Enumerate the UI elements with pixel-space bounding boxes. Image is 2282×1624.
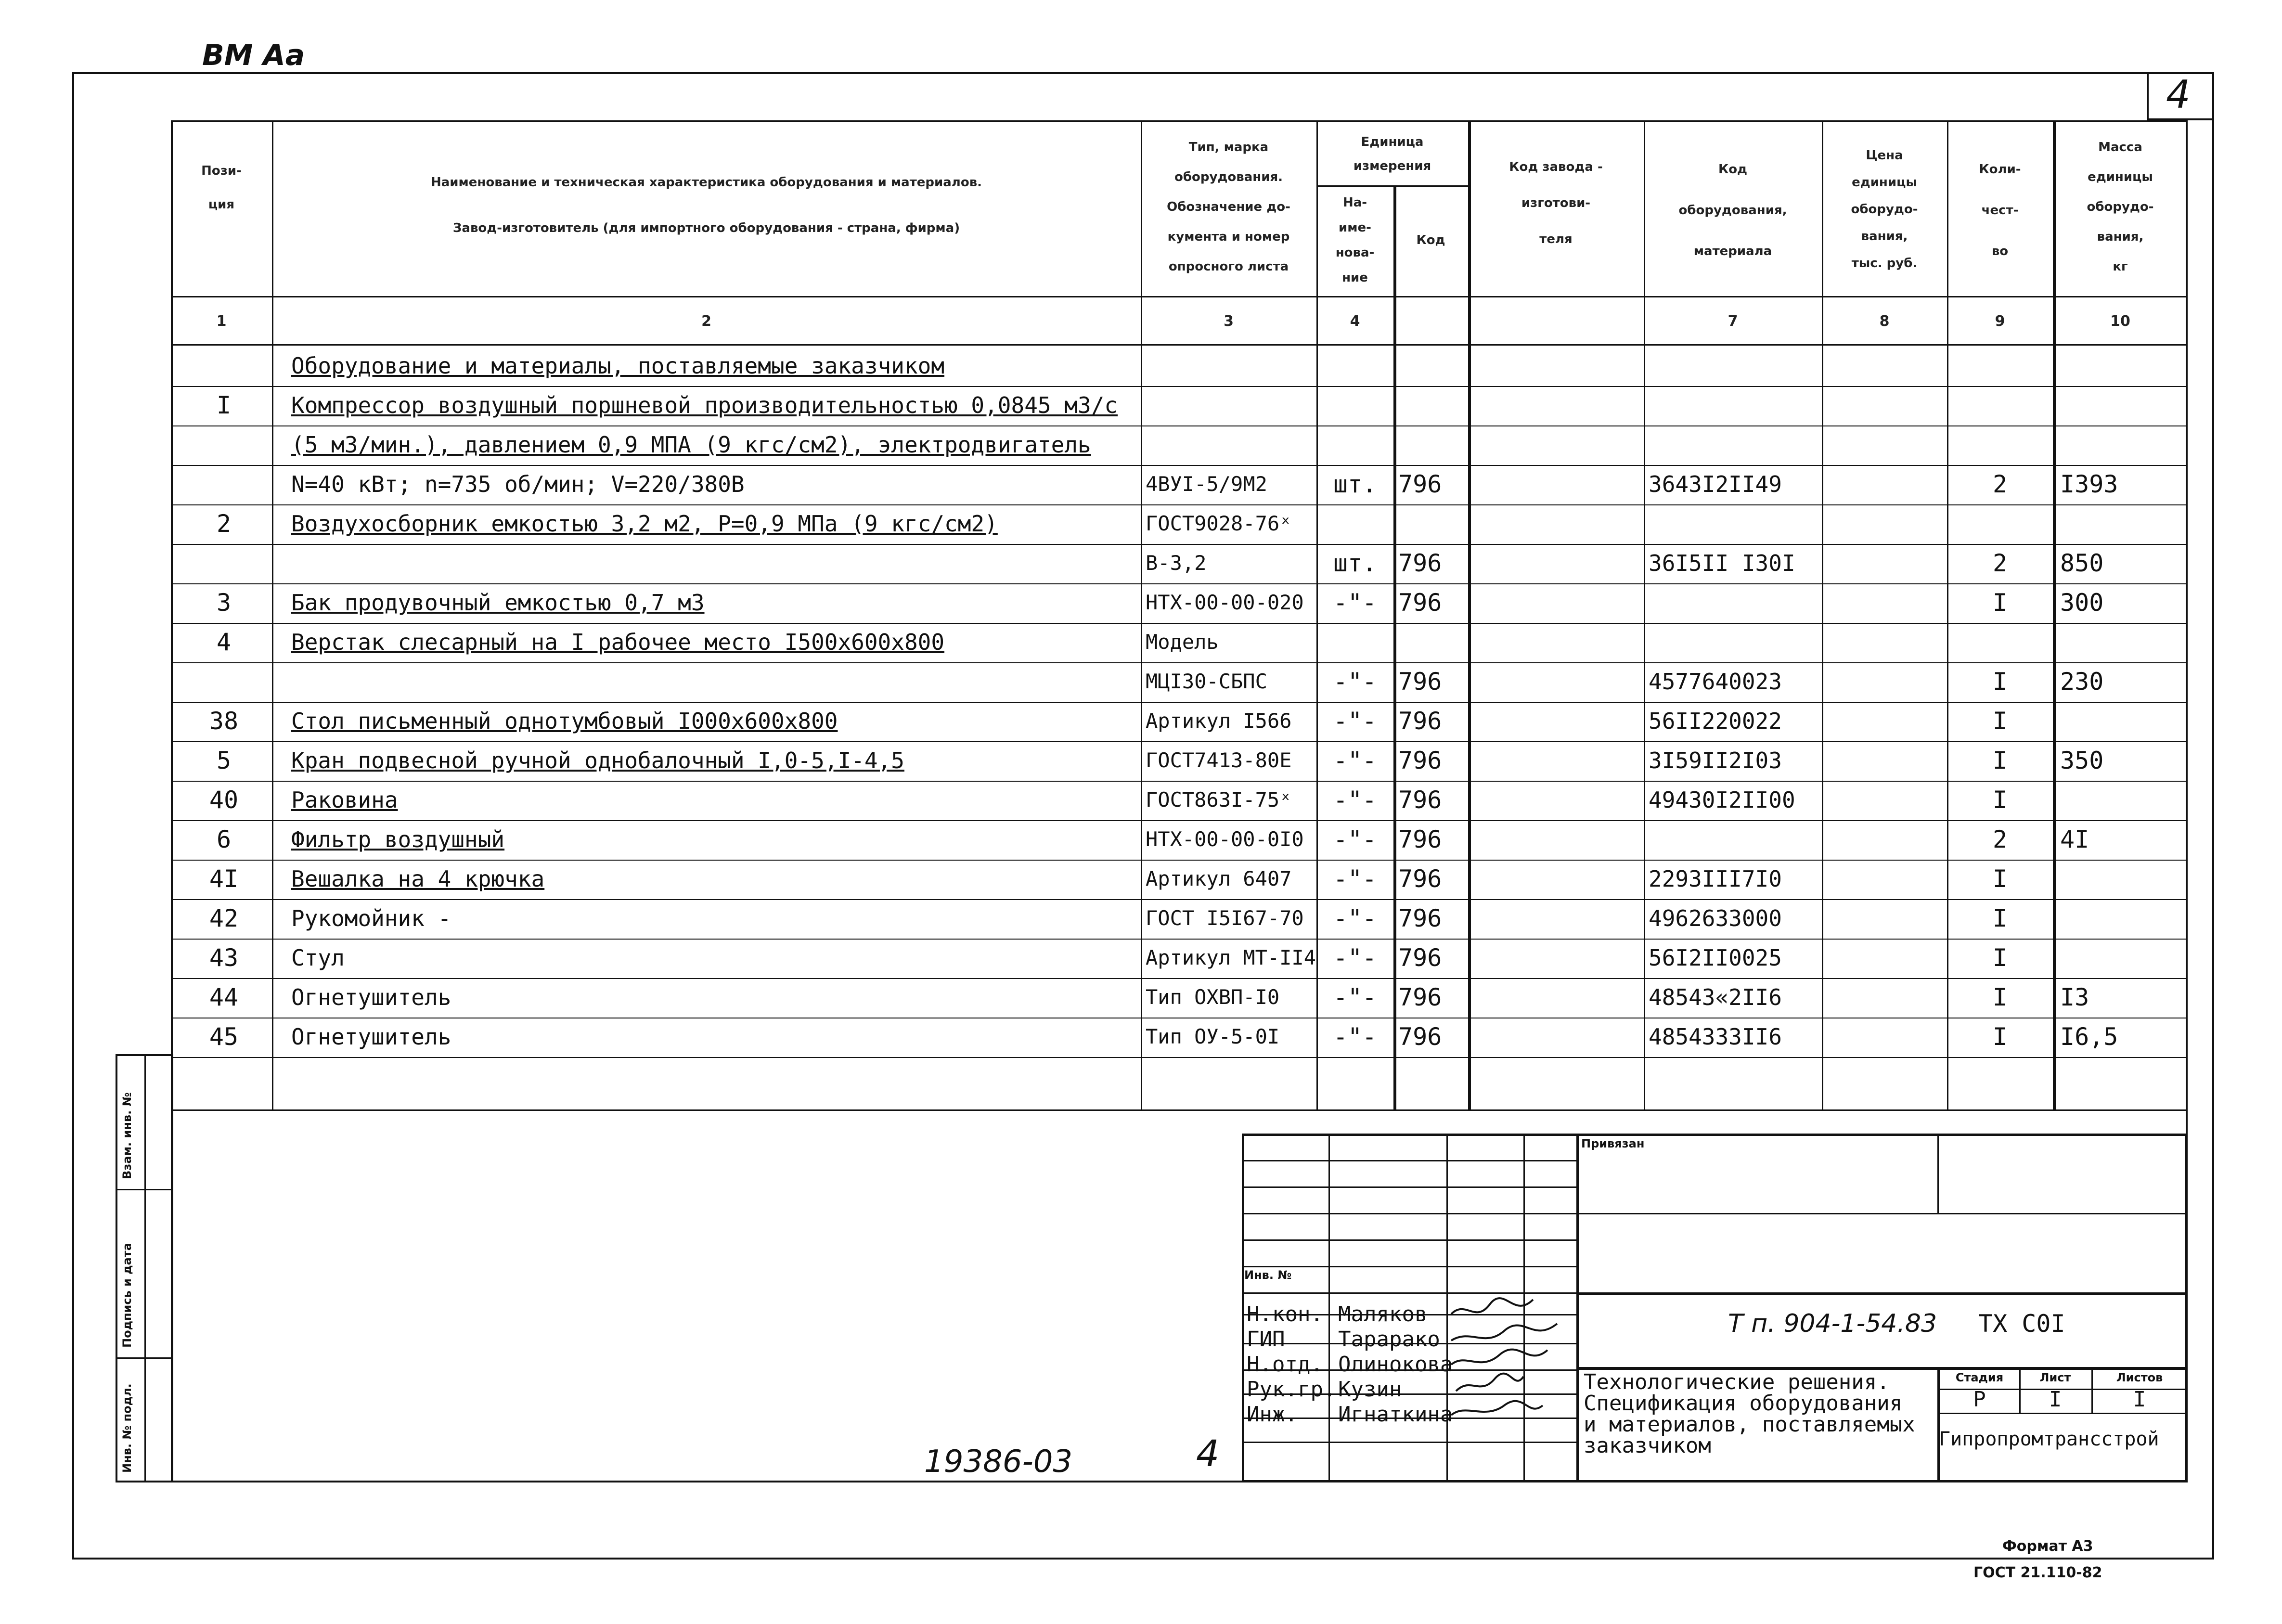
row-5-unit: шт. bbox=[1333, 549, 1377, 577]
row-14-mcode: 4962633000 bbox=[1649, 905, 1782, 931]
stamp-sheet: I bbox=[2049, 1387, 2062, 1412]
row-10-code: 796 bbox=[1398, 747, 1442, 774]
row-5-mcode: 36I5II I30I bbox=[1649, 550, 1795, 576]
row-11-pos: 40 bbox=[209, 786, 239, 814]
stamp-doc-suffix: ТХ С0I bbox=[1978, 1310, 2065, 1338]
row-16-pos: 44 bbox=[209, 983, 239, 1011]
row-3-unit: шт. bbox=[1333, 470, 1377, 498]
side-label-inv: Инв. № подл. bbox=[120, 1383, 134, 1473]
row-8-unit: -"- bbox=[1333, 668, 1377, 696]
row-13-pos: 4I bbox=[209, 865, 239, 893]
stamp-name-1: Маляков bbox=[1338, 1302, 1428, 1327]
row-7-type: Модель bbox=[1146, 630, 1219, 654]
row-5-type: В-3,2 bbox=[1146, 551, 1207, 575]
stamp-name-4: Кузин bbox=[1338, 1377, 1402, 1402]
row-16-code: 796 bbox=[1398, 983, 1442, 1011]
row-6-type: НТХ-00-00-020 bbox=[1146, 591, 1304, 614]
row-13-qty: I bbox=[1992, 865, 2008, 893]
row-11-code: 796 bbox=[1398, 786, 1442, 814]
row-6-name: Бак продувочный емкостью 0,7 м3 bbox=[291, 590, 705, 616]
row-8-type: МЦI30-СБПС bbox=[1146, 670, 1267, 693]
row-15-unit: -"- bbox=[1333, 944, 1377, 972]
row-10-unit: -"- bbox=[1333, 747, 1377, 774]
row-15-mcode: 56I2II0025 bbox=[1649, 945, 1782, 971]
side-label-replace: Взам. инв. № bbox=[120, 1092, 134, 1179]
row-17-mcode: 4854333II6 bbox=[1649, 1024, 1782, 1050]
row-6-pos: 3 bbox=[216, 589, 232, 617]
row-12-qty: 2 bbox=[1992, 825, 2008, 853]
col-number-9: 9 bbox=[1995, 313, 2005, 330]
row-16-name: Огнетушитель bbox=[291, 984, 451, 1010]
row-3-mass: I393 bbox=[2060, 470, 2118, 498]
stamp-role-1: Н.кон. bbox=[1247, 1302, 1323, 1327]
row-10-name: Кран подвесной ручной однобалочный I,0-5,I-4,5 bbox=[291, 748, 904, 773]
row-16-mass: I3 bbox=[2060, 983, 2089, 1011]
row-12-code: 796 bbox=[1398, 825, 1442, 853]
row-9-pos: 38 bbox=[209, 707, 239, 735]
header-mass: Масса единицы оборудо- вания, кг bbox=[2087, 140, 2154, 274]
row-17-qty: I bbox=[1992, 1023, 2008, 1051]
row-14-type: ГОСТ I5I67-70 bbox=[1146, 906, 1304, 930]
row-3-qty: 2 bbox=[1992, 470, 2008, 498]
col-line-1 bbox=[272, 120, 273, 1109]
row-14-code: 796 bbox=[1398, 904, 1442, 932]
corner-mark: ВМ Аа bbox=[202, 39, 305, 72]
stamp-h5 bbox=[1242, 1266, 1576, 1267]
row-11-type: ГОСТ863I-75ˣ bbox=[1146, 788, 1292, 812]
row-9-qty: I bbox=[1992, 707, 2008, 735]
header-bottom-line bbox=[171, 296, 2188, 297]
row-0-name: Оборудование и материалы, поставляемые заказчиком bbox=[291, 353, 945, 379]
row-3-mcode: 3643I2II49 bbox=[1649, 471, 1782, 497]
stamp-name-5: Игнаткина bbox=[1338, 1402, 1453, 1427]
row-4-type: ГОСТ9028-76ˣ bbox=[1146, 512, 1292, 535]
row-7-name: Верстак слесарный на I рабочее место I500х600х800 bbox=[291, 629, 945, 655]
format-label: Формат А3 bbox=[2002, 1538, 2093, 1555]
row-17-pos: 45 bbox=[209, 1023, 239, 1051]
row-11-unit: -"- bbox=[1333, 786, 1377, 814]
stamp-stage-label: Стадия bbox=[1955, 1371, 2004, 1384]
stamp-stage: Р bbox=[1973, 1387, 1986, 1412]
row-3-type: 4ВУI-5/9М2 bbox=[1146, 472, 1267, 496]
row-6-mass: 300 bbox=[2060, 589, 2104, 617]
stamp-h1 bbox=[1242, 1160, 1576, 1161]
stamp-org: Гипропромтрансстрой bbox=[1939, 1428, 2159, 1450]
stamp-doc-code: Т п. 904-1-54.83 bbox=[1728, 1309, 1937, 1338]
stamp-title-1: Технологические решения. bbox=[1584, 1370, 1890, 1394]
stamp-sheet-label: Лист bbox=[2039, 1371, 2071, 1384]
row-8-mass: 230 bbox=[2060, 668, 2104, 696]
row-13-name: Вешалка на 4 крючка bbox=[291, 866, 545, 892]
stamp-sheets-label: Листов bbox=[2116, 1371, 2163, 1384]
row-17-unit: -"- bbox=[1333, 1023, 1377, 1051]
row-13-unit: -"- bbox=[1333, 865, 1377, 893]
stamp-name-3: Олинокова bbox=[1338, 1352, 1453, 1377]
stamp-v1 bbox=[1328, 1134, 1330, 1482]
stamp-r-v1 bbox=[1937, 1134, 1939, 1213]
table-bottom-line bbox=[171, 1109, 2188, 1111]
col-line-4 bbox=[1393, 185, 1396, 1109]
row-16-mcode: 48543«2II6 bbox=[1649, 984, 1782, 1010]
stamp-h12 bbox=[1242, 1442, 1576, 1443]
row-16-qty: I bbox=[1992, 983, 2008, 1011]
row-17-code: 796 bbox=[1398, 1023, 1442, 1051]
stamp-name-2: Тарарако bbox=[1338, 1327, 1440, 1352]
row-1-pos: I bbox=[216, 391, 232, 419]
col-number-2: 2 bbox=[701, 313, 711, 330]
row-9-name: Стол письменный однотумбовый I000х600х800 bbox=[291, 708, 838, 734]
row-4-name: Воздухосборник емкостью 3,2 м2, Р=0,9 МПа (9 кгс/см2) bbox=[291, 511, 998, 537]
stamp-v4 bbox=[1576, 1134, 1579, 1482]
row-14-qty: I bbox=[1992, 904, 2008, 932]
row-6-unit: -"- bbox=[1333, 589, 1377, 617]
row-9-unit: -"- bbox=[1333, 707, 1377, 735]
row-3-name: N=40 кВт; n=735 об/мин; V=220/380В bbox=[291, 471, 745, 497]
stamp-sheets: I bbox=[2133, 1387, 2146, 1412]
header-material-code: Код оборудования, материала bbox=[1678, 162, 1787, 258]
row-15-type: Артикул МТ-II4 bbox=[1146, 946, 1316, 969]
stamp-title-3: и материалов, поставляемых bbox=[1584, 1412, 1915, 1437]
bottom-page: 4 bbox=[1196, 1432, 1220, 1475]
row-8-qty: I bbox=[1992, 668, 2008, 696]
row-separator bbox=[171, 1057, 2188, 1058]
stamp-h3 bbox=[1242, 1213, 1576, 1214]
header-factory-code: Код завода - изготови- теля bbox=[1509, 160, 1603, 246]
row-17-name: Огнетушитель bbox=[291, 1024, 451, 1050]
col-number-3: 3 bbox=[1224, 313, 1234, 330]
row-6-qty: I bbox=[1992, 589, 2008, 617]
row-7-pos: 4 bbox=[216, 628, 232, 656]
row-2-name: (5 м3/мин.), давлением 0,9 МПА (9 кгс/см2), электродвигатель bbox=[291, 432, 1091, 458]
row-11-qty: I bbox=[1992, 786, 2008, 814]
stamp-h2 bbox=[1242, 1186, 1576, 1188]
header-unit-name: На- име- нова- ние bbox=[1335, 195, 1375, 285]
row-15-qty: I bbox=[1992, 944, 2008, 972]
row-10-type: ГОСТ7413-80Е bbox=[1146, 748, 1292, 772]
row-12-mass: 4I bbox=[2060, 825, 2089, 853]
row-6-code: 796 bbox=[1398, 589, 1442, 617]
row-15-code: 796 bbox=[1398, 944, 1442, 972]
col-number-4: 4 bbox=[1350, 313, 1360, 330]
row-11-name: Раковина bbox=[291, 787, 398, 813]
row-12-type: НТХ-00-00-0I0 bbox=[1146, 827, 1304, 851]
stamp-title-2: Спецификация оборудования bbox=[1584, 1391, 1903, 1416]
stamp-h6 bbox=[1242, 1292, 1576, 1294]
row-10-mcode: 3I59II2I03 bbox=[1649, 748, 1782, 773]
col-numbers-bottom-line bbox=[171, 344, 2188, 346]
sheet-number: 4 bbox=[2166, 72, 2191, 117]
row-11-mcode: 49430I2II00 bbox=[1649, 787, 1795, 813]
col-number-1: 1 bbox=[216, 313, 227, 330]
col-number-10: 10 bbox=[2110, 313, 2130, 330]
row-17-mass: I6,5 bbox=[2060, 1023, 2118, 1051]
row-17-type: Тип ОУ-5-0I bbox=[1146, 1025, 1280, 1048]
row-4-pos: 2 bbox=[216, 510, 232, 538]
row-13-type: Артикул 6407 bbox=[1146, 867, 1292, 890]
row-5-qty: 2 bbox=[1992, 549, 2008, 577]
stamp-r1 bbox=[1576, 1213, 2188, 1214]
row-8-mcode: 4577640023 bbox=[1649, 669, 1782, 695]
unit-subheader-line bbox=[1316, 185, 1468, 187]
header-price: Цена единицы оборудо- вания, тыс. руб. bbox=[1851, 148, 1918, 271]
header-unit: Единица измерения bbox=[1353, 135, 1431, 173]
row-12-name: Фильтр воздушный bbox=[291, 826, 505, 852]
header-name-line2: Завод-изготовитель (для импортного оборудования - страна, фирма) bbox=[452, 221, 960, 235]
row-14-unit: -"- bbox=[1333, 904, 1377, 932]
stamp-inv-no: Инв. № bbox=[1244, 1268, 1292, 1282]
gost-label: ГОСТ 21.110-82 bbox=[1973, 1564, 2102, 1581]
col-number-8: 8 bbox=[1879, 313, 1890, 330]
row-13-mcode: 2293III7I0 bbox=[1649, 866, 1782, 892]
header-unit-code: Код bbox=[1416, 233, 1445, 247]
row-10-qty: I bbox=[1992, 747, 2008, 774]
row-1-name: Компрессор воздушный поршневой производительностью 0,0845 м3/с bbox=[291, 392, 1118, 418]
header-position: Пози- ция bbox=[201, 164, 242, 212]
row-5-mass: 850 bbox=[2060, 549, 2104, 577]
row-14-pos: 42 bbox=[209, 904, 239, 932]
row-9-type: Артикул I566 bbox=[1146, 709, 1292, 733]
col-number-7: 7 bbox=[1728, 313, 1738, 330]
stamp-title-4: заказчиком bbox=[1584, 1433, 1711, 1458]
stamp-r2 bbox=[1576, 1292, 2188, 1295]
row-10-pos: 5 bbox=[216, 747, 232, 774]
row-15-pos: 43 bbox=[209, 944, 239, 972]
row-16-unit: -"- bbox=[1333, 983, 1377, 1011]
bottom-number: 19386-03 bbox=[924, 1444, 1073, 1480]
stamp-role-2: ГИП bbox=[1247, 1327, 1285, 1352]
row-8-code: 796 bbox=[1398, 668, 1442, 696]
row-9-code: 796 bbox=[1398, 707, 1442, 735]
header-quantity: Коли- чест- во bbox=[1979, 162, 2021, 258]
side-strip-divider bbox=[144, 1054, 146, 1482]
row-3-code: 796 bbox=[1398, 470, 1442, 498]
stamp-privyazan: Привязан bbox=[1581, 1137, 1645, 1150]
row-16-type: Тип ОХВП-I0 bbox=[1146, 985, 1280, 1009]
row-5-code: 796 bbox=[1398, 549, 1442, 577]
stamp-role-4: Рук.гр. bbox=[1247, 1377, 1336, 1402]
row-15-name: Стул bbox=[291, 945, 345, 971]
stamp-role-3: Н.отд. bbox=[1247, 1352, 1323, 1377]
side-label-signature: Подпись и дата bbox=[120, 1243, 134, 1348]
header-name-line1: Наименование и техническая характеристика оборудования и материалов. bbox=[430, 175, 982, 190]
row-12-pos: 6 bbox=[216, 825, 232, 853]
row-13-code: 796 bbox=[1398, 865, 1442, 893]
row-14-name: Рукомойник - bbox=[291, 905, 451, 931]
row-10-mass: 350 bbox=[2060, 747, 2104, 774]
header-type: Тип, марка оборудования. Обозначение до- кумента и номер опросного листа bbox=[1167, 140, 1290, 274]
signature-scribbles bbox=[1446, 1295, 1576, 1430]
row-9-mcode: 56II220022 bbox=[1649, 708, 1782, 734]
stamp-h4 bbox=[1242, 1239, 1576, 1241]
row-12-unit: -"- bbox=[1333, 825, 1377, 853]
stamp-role-5: Инж. bbox=[1247, 1402, 1298, 1427]
col-line-5 bbox=[1468, 120, 1471, 1109]
